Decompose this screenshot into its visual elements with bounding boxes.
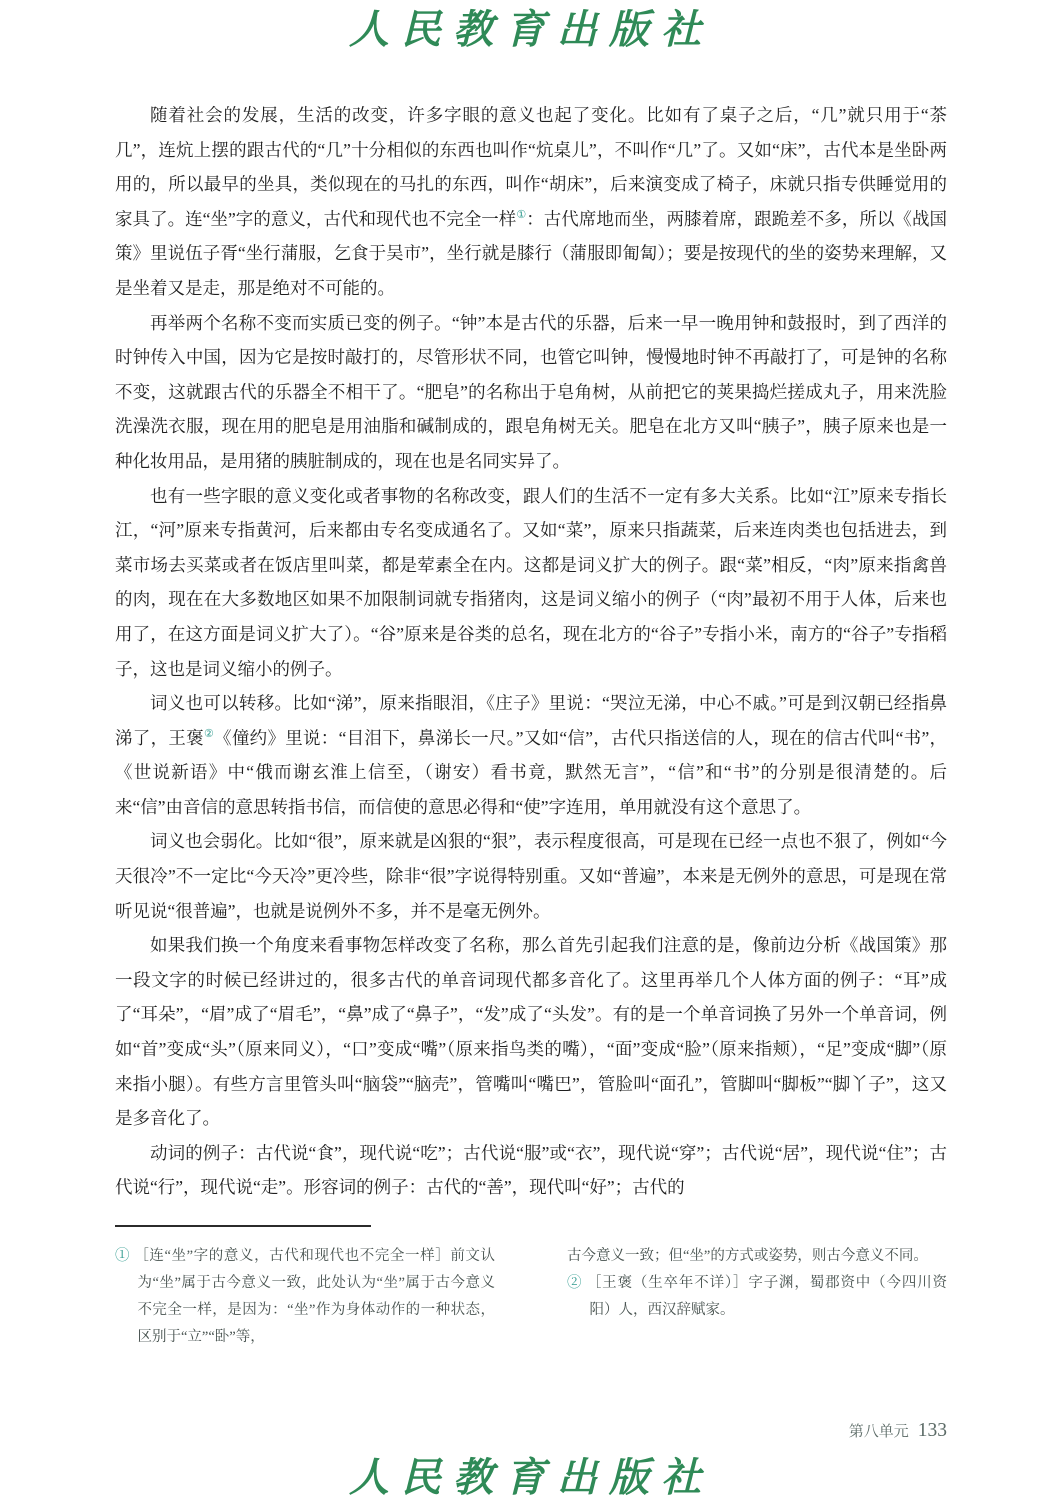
footnote-column-2 [567, 1243, 947, 1351]
paragraph: 随着社会的发展，生活的改变，许多字眼的意义也起了变化。比如有了桌子之后，“几”就只用于“茶几”，连炕上摆的跟古代的“几”十分相似的东西也叫作“炕桌儿”，不叫作“几”了。又如“床”，古代本是坐卧两用的，所以最早的坐具，类似现在的马扎的东西，叫作“胡床”，后来演变成了椅子，床就只指专供睡觉用的家具了。连“坐”字的意义，古代和现代也不完全一样①：古代席地而坐，两膝着席，跟跪差不多，所以《战国策》里说伍子胥“坐行蒲服，乞食于吴市”，坐行就是膝行（蒲服即匍匐）；要是按现代的坐的姿势来理解，又是坐着又是走，那是绝对不可能的。 [115, 105, 947, 298]
paragraph: 如果我们换一个角度来看事物怎样改变了名称，那么首先引起我们注意的是，像前边分析《战国策》那一段文字的时候已经讲过的，很多古代的单音词现代都多音化了。这里再举几个人体方面的例子：“耳”成了“耳朵”，“眉”成了“眉毛”，“鼻”成了“鼻子”，“发”成了“头发”。有的是一个单音词换了另外一个单音词，例如“首”变成“头”（原来同义），“口”变成“嘴”（原来指鸟类的嘴），“面”变成“脸”（原来指颊），“足”变成“脚”（原来指小腿）。有些方言里管头叫“脑袋”“脑壳”，管嘴叫“嘴巴”，管脸叫“面孔”，管脚叫“脚板”“脚丫子”，这又是多音化了。 [115, 935, 947, 1129]
footnote-ref: ② [203, 727, 215, 740]
page-number: 133 [917, 1420, 947, 1441]
body-text [115, 98, 947, 1205]
footnote-item: ② ［王褒（生卒年不详）］字子渊，蜀郡资中（今四川资阳）人，西汉辞赋家。 [567, 1275, 948, 1318]
footnote-column-1 [115, 1243, 495, 1351]
publisher-logo-top: 人民教育出版社 [349, 7, 713, 52]
footnote-marker: ① [115, 1248, 135, 1264]
footnote-marker: ② [567, 1275, 587, 1291]
paragraph: 再举两个名称不变而实质已变的例子。“钟”本是古代的乐器，后来一早一晚用钟和鼓报时，到了西洋的时钟传入中国，因为它是按时敲打的，尽管形状不同，也管它叫钟，慢慢地时钟不再敲打了，可是钟的名称不变，这就跟古代的乐器全不相干了。“肥皂”的名称出于皂角树，从前把它的荚果捣烂搓成丸子，用来洗脸洗澡洗衣服，现在用的肥皂是用油脂和碱制成的，跟皂角树无关。肥皂在北方又叫“胰子”，胰子原来也是一种化妆用品，是用猪的胰脏制成的，现在也是名同实异了。 [115, 312, 947, 471]
publisher-logo-bottom: 人民教育出版社 [349, 1455, 713, 1500]
footnotes [115, 1243, 947, 1351]
footnote-ref: ① [516, 208, 527, 221]
footnote-divider [115, 1225, 371, 1227]
page-footer [849, 1420, 947, 1442]
footnote-item: ① ［连“坐”字的意义，古代和现代也不完全一样］前文认为“坐”属于古今意义一致，此处认为“坐”属于古今意义不完全一样，是因为：“坐”作为身体动作的一种状态，区别于“立”“卧”等， [115, 1248, 496, 1345]
paragraph: 词义也会弱化。比如“很”，原来就是凶狠的“狠”，表示程度很高，可是现在已经一点也不狠了，例如“今天很冷”不一定比“今天冷”更冷些，除非“很”字说得特别重。又如“普遍”，本来是无例外的意思，可是现在常听见说“很普遍”，也就是说例外不多，并不是毫无例外。 [115, 831, 947, 921]
footnote-item: 古今意义一致；但“坐”的方式或姿势，则古今意义不同。 [567, 1248, 928, 1264]
paragraph: 动词的例子：古代说“食”，现代说“吃”；古代说“服”或“衣”，现代说“穿”；古代说“居”，现代说“住”；古代说“行”，现代说“走”。形容词的例子：古代的“善”，现代叫“好”；古代的 [115, 1142, 947, 1198]
paragraph: 词义也可以转移。比如“涕”，原来指眼泪，《庄子》里说：“哭泣无涕，中心不戚。”可是到汉朝已经指鼻涕了，王褒②《僮约》里说：“目泪下，鼻涕长一尺。”又如“信”，古代只指送信的人，现在的信古代叫“书”，《世说新语》中“俄而谢玄淮上信至，（谢安）看书竟，默然无言”，“信”和“书”的分别是很清楚的。后来“信”由音信的意思转指书信，而信使的意思必得和“使”字连用，单用就没有这个意思了。 [115, 693, 947, 817]
paragraph: 也有一些字眼的意义变化或者事物的名称改变，跟人们的生活不一定有多大关系。比如“江”原来专指长江，“河”原来专指黄河，后来都由专名变成通名了。又如“菜”，原来只指蔬菜，后来连肉类也包括进去，到菜市场去买菜或者在饭店里叫菜，都是荤素全在内。这都是词义扩大的例子。跟“菜”相反，“肉”原来指禽兽的肉，现在在大多数地区如果不加限制词就专指猪肉，这是词义缩小的例子（“肉”最初不用于人体，后来也用了，在这方面是词义扩大了）。“谷”原来是谷类的总名，现在北方的“谷子”专指小米，南方的“谷子”专指稻子，这也是词义缩小的例子。 [115, 485, 947, 679]
unit-label: 第八单元 [848, 1424, 909, 1440]
